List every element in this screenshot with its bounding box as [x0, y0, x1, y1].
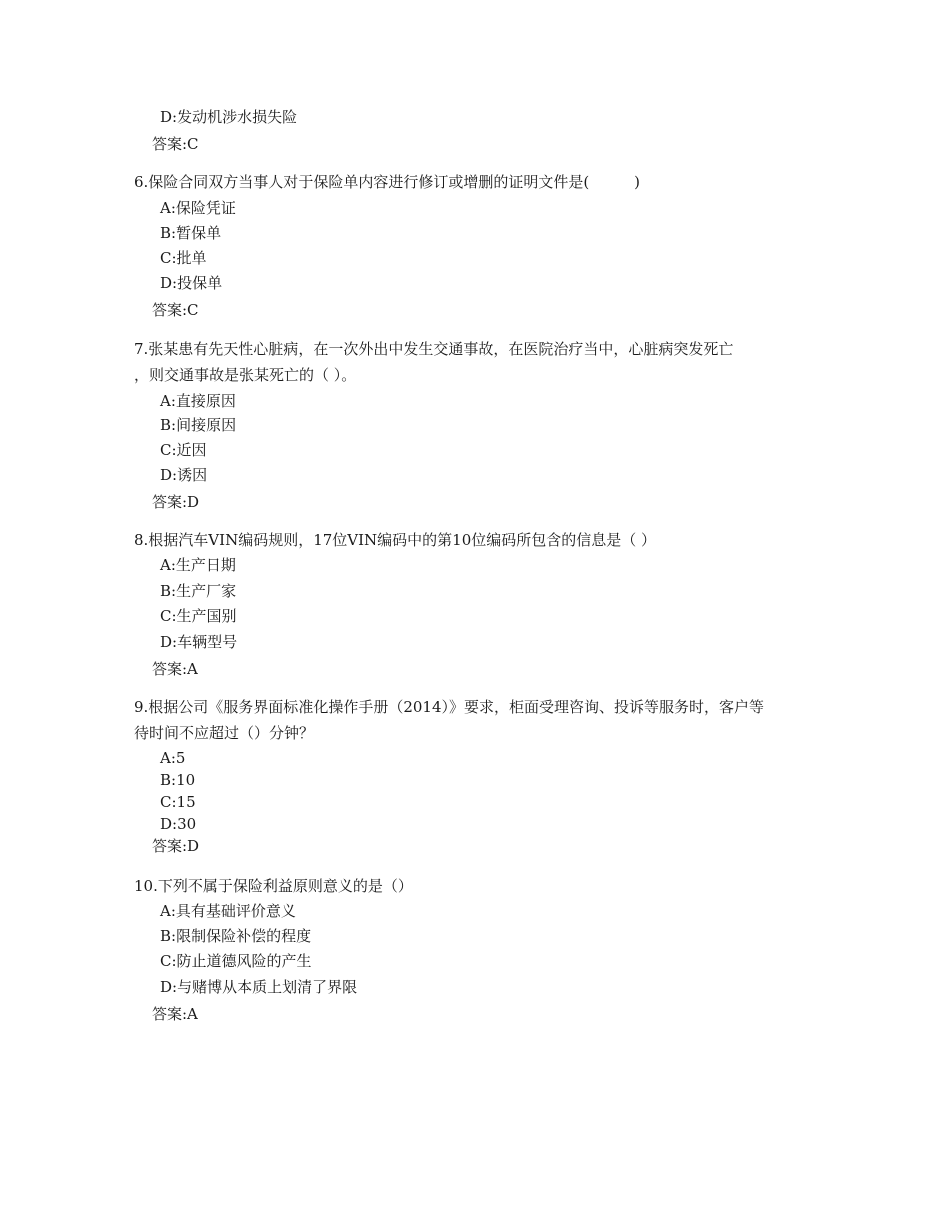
question-9-stem-line1: 9.根据公司《服务界面标准化操作手册（2014）》要求，柜面受理咨询、投诉等服务时，客户等: [134, 698, 764, 716]
question-7-stem-line1: 7.张某患有先天性心脏病，在一次外出中发生交通事故，在医院治疗当中，心脏病突发死亡: [134, 340, 734, 358]
q8-option-c: C:生产国别: [160, 607, 237, 625]
q9-answer: 答案:D: [152, 837, 200, 855]
question-8-stem: 8.根据汽车VIN编码规则，17位VIN编码中的第10位编码所包含的信息是（ ）: [134, 531, 657, 549]
q7-answer: 答案:D: [152, 493, 200, 511]
q10-option-d: D:与赌博从本质上划清了界限: [160, 978, 358, 996]
q6-answer: 答案:C: [152, 301, 199, 319]
q7-option-d: D:诱因: [160, 466, 208, 484]
q8-option-b: B:生产厂家: [160, 582, 237, 600]
q10-option-c: C:防止道德风险的产生: [160, 952, 312, 970]
q6-option-d: D:投保单: [160, 274, 223, 292]
q9-option-d: D:30: [160, 815, 197, 833]
option-d: D:发动机涉水损失险: [160, 108, 298, 126]
q6-option-b: B:暂保单: [160, 224, 222, 242]
q8-option-d: D:车辆型号: [160, 633, 238, 651]
q10-option-b: B:限制保险补偿的程度: [160, 927, 312, 945]
q7-option-a: A:直接原因: [160, 392, 236, 410]
q9-option-c: C:15: [160, 793, 196, 811]
question-9-stem-line2: 待时间不应超过（）分钟？: [134, 724, 315, 742]
answer: 答案:C: [152, 135, 199, 153]
q8-answer: 答案:A: [152, 660, 198, 678]
question-6-stem: 6.保险合同双方当事人对于保险单内容进行修订或增删的证明文件是( ): [134, 173, 641, 191]
question-10-stem: 10.下列不属于保险利益原则意义的是（）: [134, 877, 413, 895]
q10-option-a: A:具有基础评价意义: [160, 902, 296, 920]
q10-answer: 答案:A: [152, 1005, 198, 1023]
q6-option-a: A:保险凭证: [160, 199, 236, 217]
q6-option-c: C:批单: [160, 249, 207, 267]
q7-option-b: B:间接原因: [160, 416, 237, 434]
q9-option-a: A:5: [160, 749, 186, 767]
question-7-stem-line2: ，则交通事故是张某死亡的（ ）。: [134, 366, 357, 384]
q7-option-c: C:近因: [160, 441, 207, 459]
q8-option-a: A:生产日期: [160, 556, 236, 574]
q9-option-b: B:10: [160, 771, 196, 789]
